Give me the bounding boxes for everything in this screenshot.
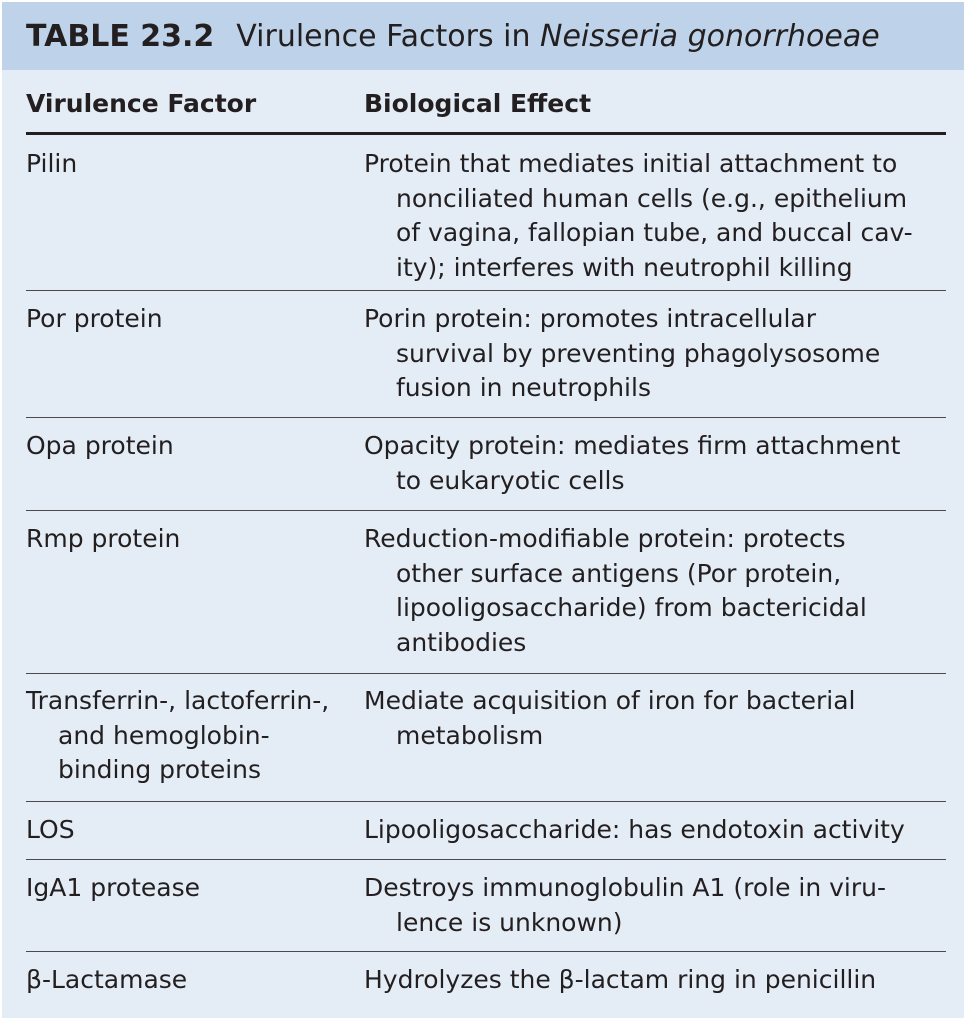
factor-line: IgA1 protease	[26, 873, 200, 902]
table-row	[26, 418, 946, 511]
effect-cell	[364, 871, 946, 940]
factor-cell	[26, 429, 356, 464]
effect-cell	[364, 813, 946, 848]
table-row	[26, 135, 946, 291]
effect-line: lence is unknown)	[396, 907, 623, 937]
effect-line: Destroys immunoglobulin A1 (role in viru-	[364, 873, 887, 902]
factor-line: Pilin	[26, 149, 78, 178]
effect-line: lipooligosaccharide) from bactericidal	[396, 593, 867, 622]
effect-line: ity); interferes with neutrophil killing	[396, 252, 853, 282]
factor-cell	[26, 522, 356, 557]
factor-line: Opa protein	[26, 431, 174, 460]
factor-line: β-Lactamase	[26, 965, 188, 994]
table-number: TABLE 23.2	[26, 19, 215, 54]
effect-line: survival by preventing phagolysosome	[396, 338, 881, 368]
effect-line: antibodies	[396, 627, 527, 657]
factor-line: Por protein	[26, 304, 163, 333]
table-row	[26, 674, 946, 802]
effect-cell	[364, 147, 946, 285]
factor-cell	[26, 871, 356, 906]
table-body	[2, 70, 964, 1018]
table-row	[26, 511, 946, 674]
table-title-prefix: Virulence Factors in	[236, 19, 541, 54]
effect-line: Porin protein: promotes intracellular	[364, 304, 817, 333]
table-title-species: Neisseria gonorrhoeae	[540, 19, 880, 54]
table-row	[26, 952, 946, 1014]
effect-line: Protein that mediates initial attachment to	[364, 149, 898, 178]
table-row	[26, 291, 946, 418]
effect-line: fusion in neutrophils	[396, 373, 651, 402]
effect-line: to eukaryotic cells	[396, 465, 625, 495]
factor-cell	[26, 684, 356, 788]
factor-line: Transferrin-, lactoferrin-,	[26, 686, 330, 715]
effect-line: Hydrolyzes the β-lactam ring in penicillin	[364, 965, 877, 994]
factor-cell	[26, 302, 356, 337]
factor-line: Rmp protein	[26, 524, 181, 553]
effect-line: of vagina, fallopian tube, and buccal cav-	[396, 218, 913, 247]
table-row	[26, 860, 946, 952]
effect-cell	[364, 963, 946, 998]
effect-cell	[364, 429, 946, 498]
factor-cell	[26, 147, 356, 182]
effect-line: metabolism	[396, 720, 544, 750]
factor-cell	[26, 963, 356, 998]
factor-line: binding proteins	[58, 755, 262, 784]
column-header-biological-effect: Biological Effect	[364, 89, 592, 118]
factor-cell	[26, 813, 356, 848]
effect-cell	[364, 302, 946, 406]
effect-cell	[364, 522, 946, 660]
column-header-virulence-factor: Virulence Factor	[26, 89, 257, 118]
table-row	[26, 802, 946, 860]
virulence-table	[2, 2, 964, 1018]
factor-line: LOS	[26, 815, 75, 844]
effect-line: other surface antigens (Por protein,	[396, 558, 842, 588]
factor-line: and hemoglobin-	[58, 720, 270, 750]
effect-line: Lipooligosaccharide: has endotoxin activity	[364, 815, 905, 844]
effect-cell	[364, 684, 946, 753]
table-title	[26, 18, 880, 56]
effect-line: Reduction-modifiable protein: protects	[364, 524, 846, 553]
effect-line: nonciliated human cells (e.g., epithelium	[396, 183, 908, 213]
table-title-bar	[2, 2, 964, 70]
effect-line: Mediate acquisition of iron for bacterial	[364, 686, 856, 715]
effect-line: Opacity protein: mediates firm attachment	[364, 431, 901, 460]
